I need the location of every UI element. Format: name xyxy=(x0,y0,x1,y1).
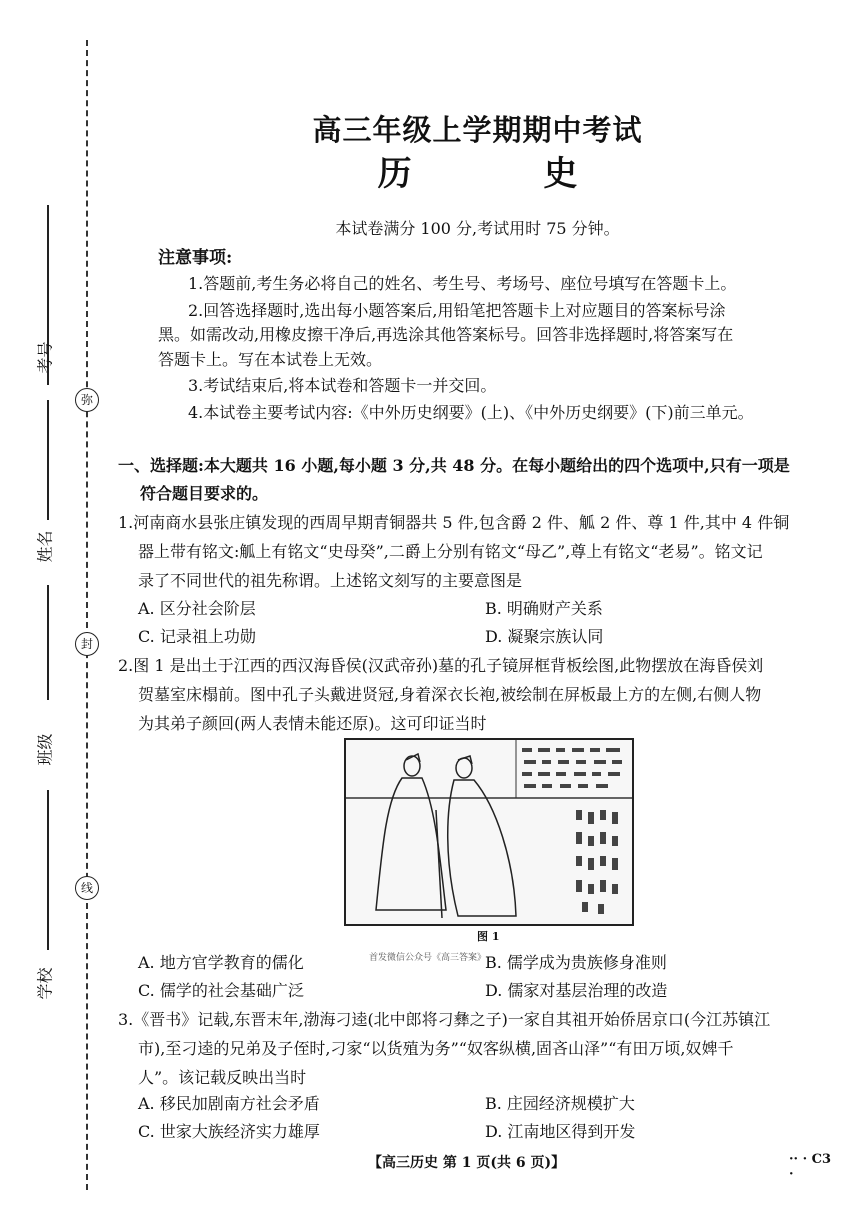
notice-item-1: 1.答题前,考生务必将自己的姓名、考生号、考场号、座位号填写在答题卡上。 xyxy=(188,274,737,293)
question-2-line-2: 贺墓室床榻前。图中孔子头戴进贤冠,身着深衣长袍,被绘制在屏板最上方的左侧,右侧人物 xyxy=(138,685,762,704)
school-line xyxy=(47,790,49,950)
q1-option-d: D. 凝聚宗族认同 xyxy=(485,627,604,646)
seal-circle-1: 弥 xyxy=(75,388,99,412)
q2-option-d: D. 儒家对基层治理的改造 xyxy=(485,981,668,1000)
question-1-line-2: 器上带有铭文:觚上有铭文“史母癸”,二爵上分别有铭文“母乙”,尊上有铭文“老易”。铭文记 xyxy=(138,542,763,561)
question-3-line-3: 人”。该记载反映出当时 xyxy=(138,1068,307,1087)
question-1-line-1: 1.河南商水县张庄镇发现的西周早期青铜器共 5 件,包含爵 2 件、觚 2 件、尊 1 件,其中 4 件铜 xyxy=(118,513,790,532)
q2-option-b: B. 儒学成为贵族修身准则 xyxy=(485,953,667,972)
q2-option-a: A. 地方官学教育的儒化 xyxy=(138,953,304,972)
figure-1-caption: 图 1 xyxy=(477,930,500,943)
question-2-line-1: 2.图 1 是出土于江西的西汉海昏侯(汉武帝孙)墓的孔子镜屏框背板绘图,此物摆放在海昏侯刘 xyxy=(118,656,764,675)
seal-circle-2: 封 xyxy=(75,632,99,656)
question-3-line-2: 市),至刁逵的兄弟及子侄时,刁家“以货殖为务”“奴客纵横,固吝山泽”“有田万顷,奴婢千 xyxy=(138,1039,734,1058)
q1-option-a: A. 区分社会阶层 xyxy=(138,599,256,618)
paper-code: ·· · C3 · xyxy=(789,1152,832,1182)
figure-1-confucius-mirror-screen xyxy=(344,738,634,926)
name-line-upper xyxy=(47,400,49,520)
binding-margin xyxy=(0,0,112,1227)
question-3-line-1: 3.《晋书》记载,东晋末年,渤海刁逵(北中郎将刁彝之子)一家自其祖开始侨居京口(今江苏镇江 xyxy=(118,1010,771,1029)
section-line-1: 一、选择题:本大题共 16 小题,每小题 3 分,共 48 分。在每小题给出的四个选项中,只有一项是 xyxy=(118,456,790,475)
notice-item-3: 3.考试结束后,将本试卷和答题卡一并交回。 xyxy=(188,376,497,395)
notice-item-2: 2.回答选择题时,选出每小题答案后,用铅笔把答题卡上对应题目的答案标号涂 xyxy=(188,301,726,320)
page-footer: 【高三历史 第 1 页(共 6 页)】 xyxy=(368,1155,566,1171)
notice-item-4: 4.本试卷主要考试内容:《中外历史纲要》(上)、《中外历史纲要》(下)前三单元。 xyxy=(188,403,754,422)
notice-item-2-end: 答题卡上。写在本试卷上无效。 xyxy=(158,350,383,369)
watermark-text: 首发微信公众号《高三答案》 xyxy=(369,953,487,963)
seal-circle-3: 线 xyxy=(75,876,99,900)
section-line-2: 符合题目要求的。 xyxy=(140,484,269,503)
question-2-line-3: 为其弟子颜回(两人表情未能还原)。这可印证当时 xyxy=(138,714,487,733)
confucius-yanhui-drawing xyxy=(346,740,632,924)
notice-heading: 注意事项: xyxy=(158,248,233,268)
exam-number-label: 考号 xyxy=(35,341,55,374)
q2-option-c: C. 儒学的社会基础广泛 xyxy=(138,981,304,1000)
subject-title: 历 史 xyxy=(377,154,638,194)
q3-option-c: C. 世家大族经济实力雄厚 xyxy=(138,1122,320,1141)
seal-dashed-line xyxy=(86,40,88,1190)
q3-option-d: D. 江南地区得到开发 xyxy=(485,1122,636,1141)
notice-item-2-cont: 黑。如需改动,用橡皮擦干净后,再选涂其他答案标号。回答非选择题时,将答案写在 xyxy=(158,325,734,344)
class-label: 班级 xyxy=(35,733,55,766)
question-1 xyxy=(118,508,838,595)
q3-option-b: B. 庄园经济规模扩大 xyxy=(485,1094,635,1113)
question-3 xyxy=(118,1005,838,1092)
q1-option-c: C. 记录祖上功勋 xyxy=(138,627,256,646)
question-2 xyxy=(118,651,838,738)
exam-title: 高三年级上学期期中考试 xyxy=(312,113,643,147)
name-label: 姓名 xyxy=(35,530,55,563)
section-heading xyxy=(118,452,843,508)
school-label: 学校 xyxy=(35,967,55,1000)
q3-option-a: A. 移民加剧南方社会矛盾 xyxy=(138,1094,320,1113)
class-line xyxy=(47,585,49,700)
score-time-note: 本试卷满分 100 分,考试用时 75 分钟。 xyxy=(335,219,620,238)
q1-option-b: B. 明确财产关系 xyxy=(485,599,603,618)
question-1-line-3: 录了不同世代的祖先称谓。上述铭文刻写的主要意图是 xyxy=(138,571,523,590)
